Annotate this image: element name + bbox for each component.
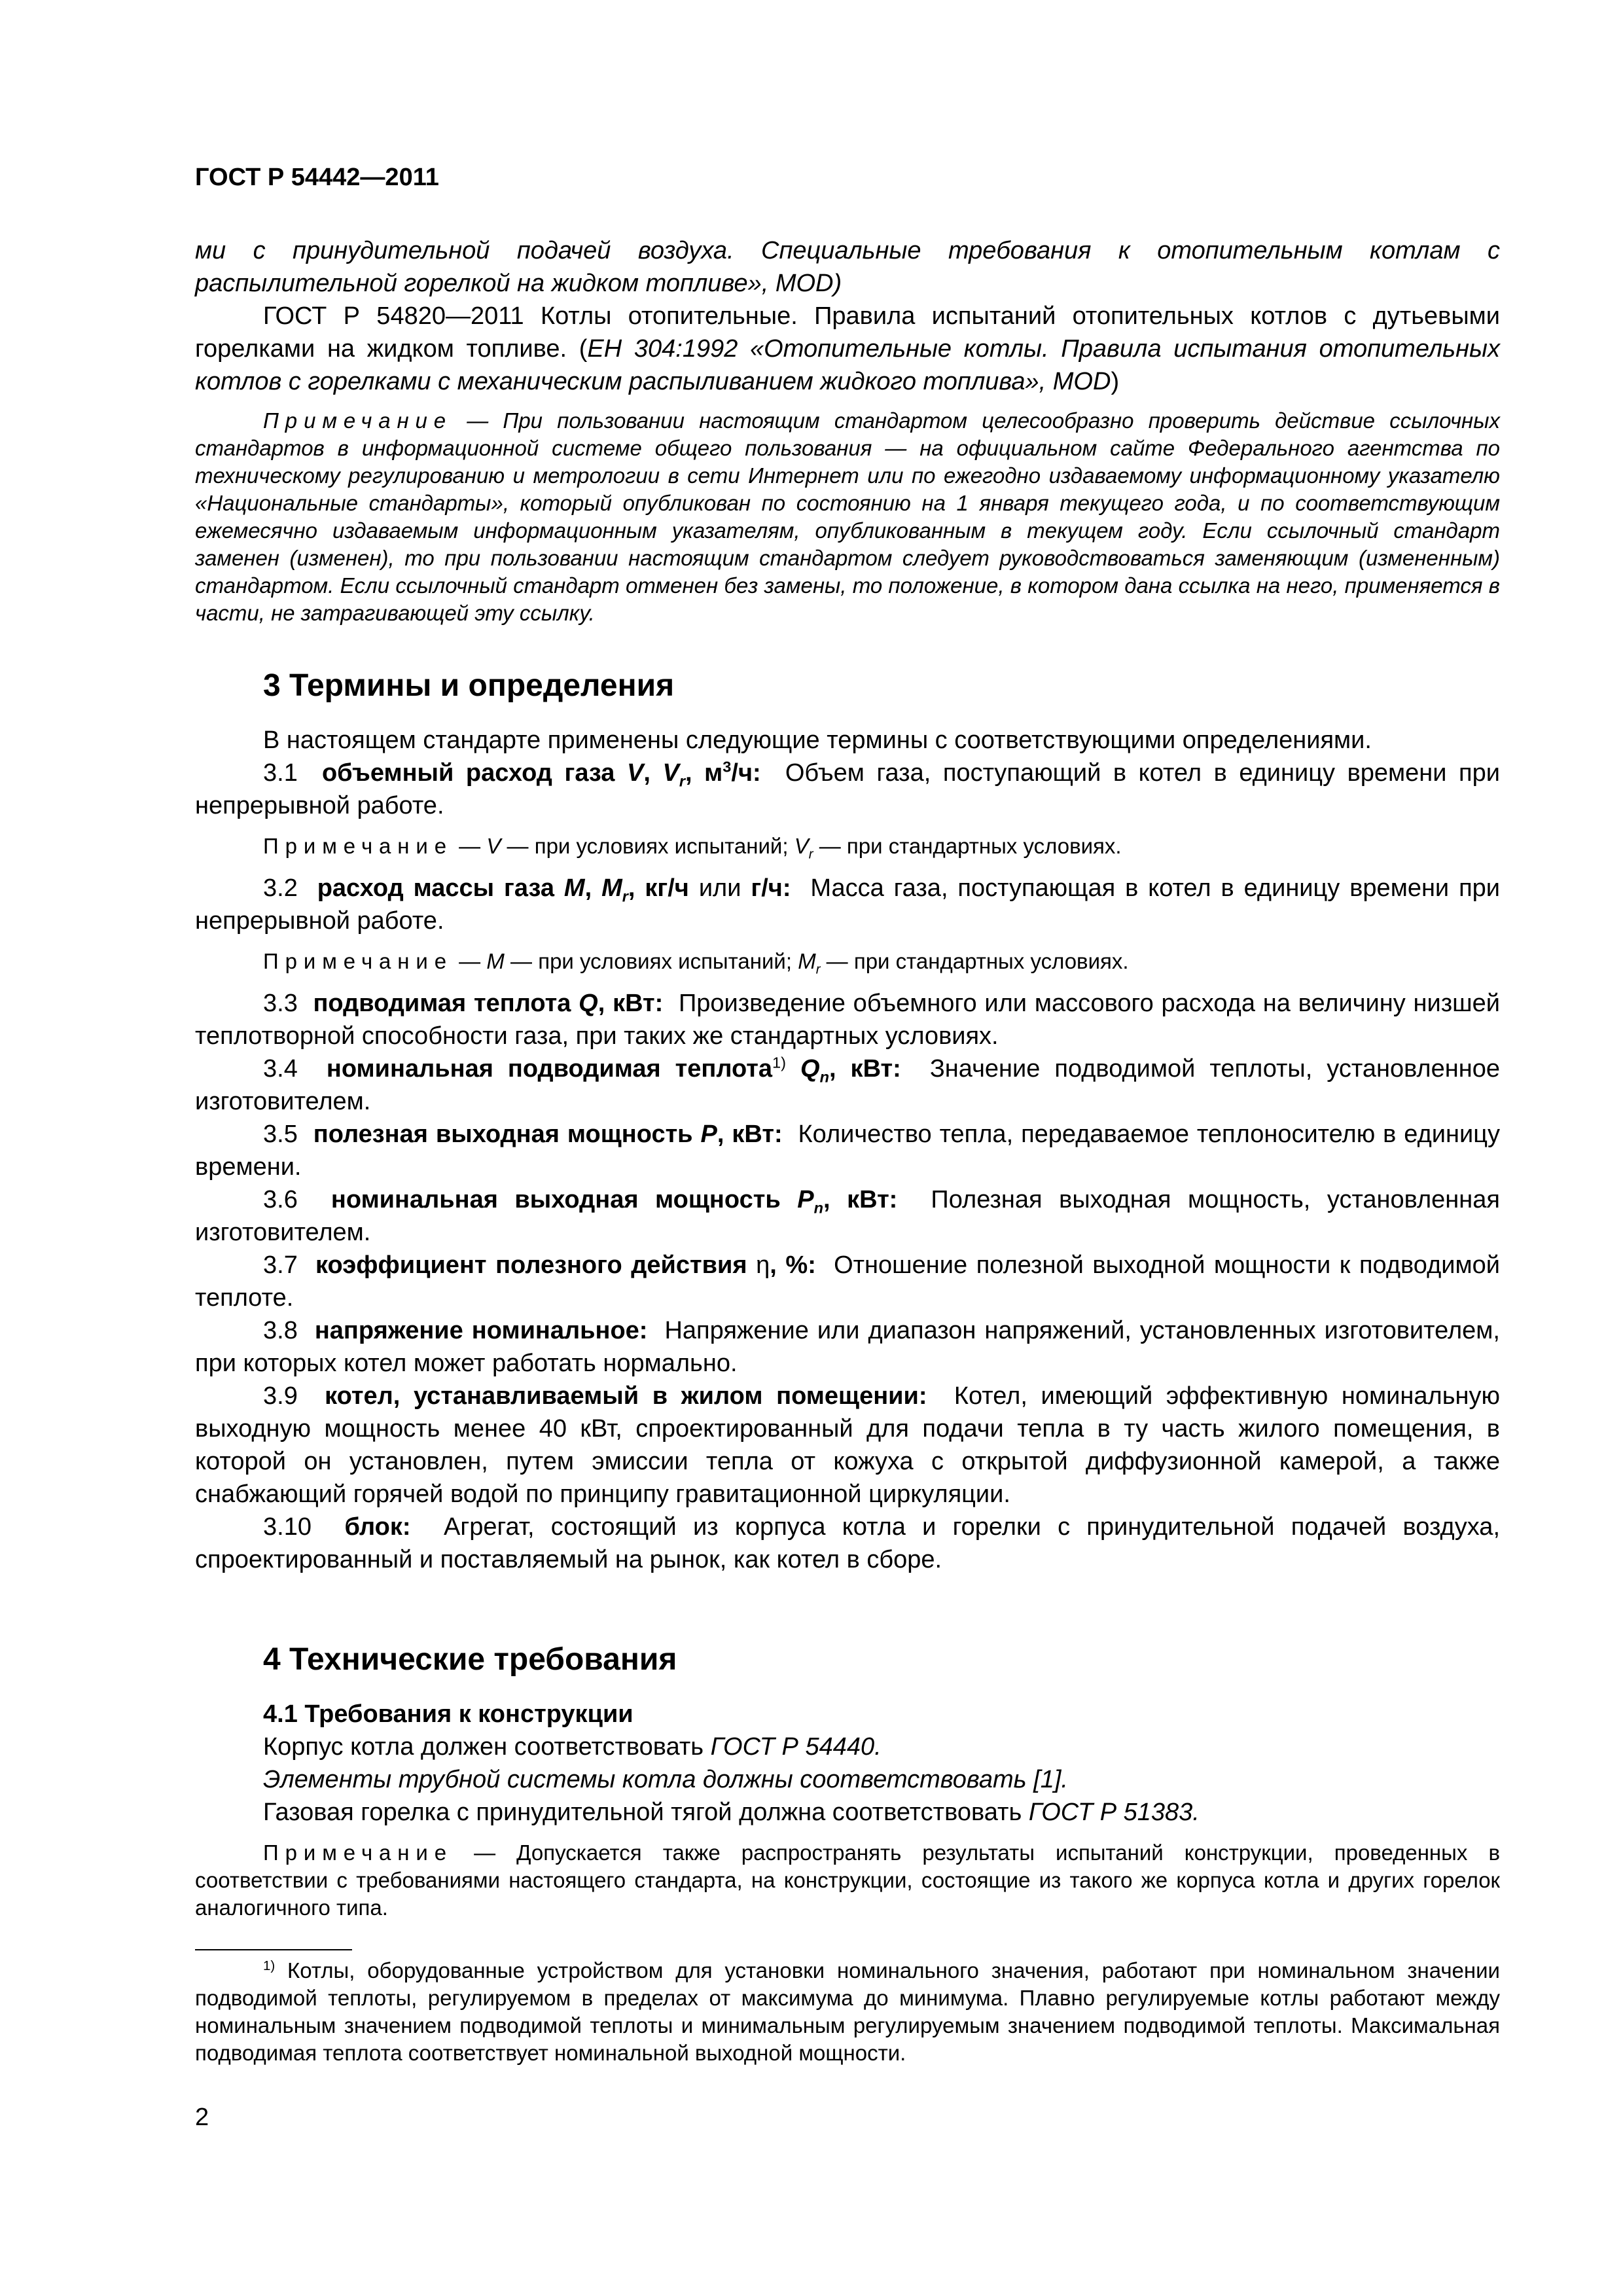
footnote: $^{1)}$ Котлы, оборудованные устройством для установки номинального значения, работают при номинальном значении подводимой теплоты, регулируемом в пределах от максимума до минимума. Плавно регулируемые котлы работают между номинальным значением подводимой теплоты и минимальным регулируемым значением подводимой теплоты. Максимальная подводимая теплота соответствует номинальной выходной мощности. xyxy=(195,1958,1500,2065)
term-3-2: 3.2 расход массы газа M, $M_r$, кг/ч или г/ч: Масса газа, поступающая в котел в единицу времени при непрерывной работе. xyxy=(195,874,1501,935)
section-4-title: 4 Технические требования xyxy=(263,1642,677,1677)
subsection-4-1-title: 4.1 Требования к конструкции xyxy=(263,1700,633,1728)
footnote-separator xyxy=(195,1949,352,1950)
term-3-8: 3.8 напряжение номинальное: Напряжение или диапазон напряжений, установленных изготовителем, при которых котел может работать нормально. xyxy=(195,1317,1500,1377)
term-3-6: 3.6 номинальная выходная мощность $P_n$, кВт: Полезная выходная мощность, установленная изготовителем. xyxy=(195,1186,1500,1246)
page-number: 2 xyxy=(195,2104,209,2131)
term-3-4: 3.4 номинальная подводимая теплота$^{1)}$ $Q_n$, кВт: Значение подводимой теплоты, установленное изготовителем. xyxy=(195,1054,1500,1115)
req-line-3: Газовая горелка с принудительной тягой должна соответствовать ГОСТ Р 51383. xyxy=(263,1799,1200,1826)
intro-paragraph-1: ми с принудительной подачей воздуха. Специальные требования к отопительным котлам с распылительной горелкой на жидком топливе», MOD) xyxy=(195,237,1500,297)
intro-block xyxy=(195,234,1500,627)
intro-paragraph-2: ГОСТ Р 54820—2011 Котлы отопительные. Правила испытаний отопительных котлов с дутьевыми горелками на жидком топливе. (ЕН 304:1992 «Отопительные котлы. Правила испытания отопительных котлов с горелками с механическим распыливанием жидкого топлива», MOD) xyxy=(195,302,1500,395)
term-3-10: 3.10 блок: Агрегат, состоящий из корпуса котла и горелки с принудительной подачей воздуха, спроектированный и поставляемый на рынок, как котел в сборе. xyxy=(195,1513,1500,1573)
term-3-7: 3.7 коэффициент полезного действия η, %: Отношение полезной выходной мощности к подводимой теплоте. xyxy=(195,1251,1500,1312)
req-line-2: Элементы трубной системы котла должны соответствовать [1]. xyxy=(263,1766,1068,1793)
term-3-9: 3.9 котел, устанавливаемый в жилом помещении: Котел, имеющий эффективную номинальную выходную мощность менее 40 кВт, спроектированный для подачи тепла в ту часть жилого помещения, в которой он установлен, путем эмиссии тепла от кожуха с открытой диффузионной камерой, а также снабжающий горячей водой по принципу гравитационной циркуляции. xyxy=(195,1382,1500,1508)
section-3-title: 3 Термины и определения xyxy=(263,668,675,703)
note-3-1: Примечание — V — при условиях испытаний; $V_r$ — при стандартных условиях. xyxy=(263,834,1122,862)
section-4-body xyxy=(195,1698,1500,1922)
req-line-1: Корпус котла должен соответствовать ГОСТ Р 54440. xyxy=(263,1733,882,1761)
term-3-1: 3.1 объемный расход газа V, $V_r$, $м^3/ч$: Объем газа, поступающий в котел в единицу времени при непрерывной работе. xyxy=(195,758,1500,819)
section-4-note: Примечание — Допускается также распространять результаты испытаний конструкции, проведенных в соответствии с требованиями настоящего стандарта, на конструкции, состоящие из такого же корпуса котла и других горелок аналогичного типа. xyxy=(195,1840,1500,1920)
section-3-body xyxy=(195,724,1500,1576)
term-3-5: 3.5 полезная выходная мощность P, кВт: Количество тепла, передаваемое теплоносителю в единицу времени. xyxy=(195,1121,1500,1181)
section-3-intro: В настоящем стандарте применены следующие термины с соответствующими определениями. xyxy=(263,726,1372,754)
intro-note: Примечание — При пользовании настоящим стандартом целесообразно проверить действие ссылочных стандартов в информационной системе общего пользования — на официальном сайте Федерального агентства по техническому регулированию и метрологии в сети Интернет или по ежегодно издаваемому информационному указателю «Национальные стандарты», который опубликован по состоянию на 1 января текущего года, и по соответствующим ежемесячно издаваемым информационным указателям, опубликованным в текущем году. Если ссылочный стандарт заменен (изменен), то при пользовании настоящим стандартом следует руководствоваться заменяющим (измененным) стандартом. Если ссылочный стандарт отменен без замены, то положение, в котором дана ссылка на него, применяется в части, не затрагивающей эту ссылку. xyxy=(195,408,1500,625)
document-header: ГОСТ Р 54442—2011 xyxy=(195,164,439,191)
term-3-3: 3.3 подводимая теплота Q, кВт: Произведение объемного или массового расхода на величину низшей теплотворной способности газа, при таких же стандартных условиях. xyxy=(195,990,1501,1050)
note-3-2: Примечание — M — при условиях испытаний; $M_r$ — при стандартных условиях. xyxy=(263,949,1129,977)
